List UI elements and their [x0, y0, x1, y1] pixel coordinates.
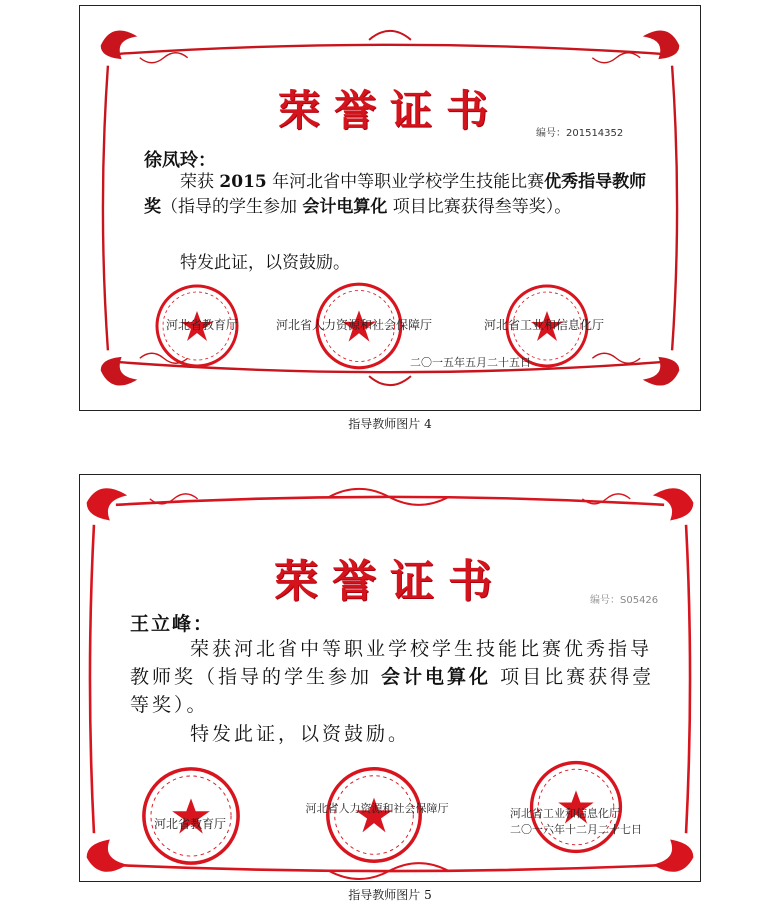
award-text-run: （指导的学生参加 [161, 197, 303, 217]
certificate-serial-number: 编号：S05426 [590, 595, 659, 606]
certificate-serial-number: 编号：201514352 [536, 128, 624, 139]
issuer-education-department: 河北省教育厅 [166, 318, 239, 332]
award-text-run: 年河北省中等职业学校学生技能比赛 [266, 172, 545, 192]
award-text-run: 荣获河北省中等职业学校学生技能比赛优秀指导教师奖（指导的学生参加 [130, 638, 653, 688]
award-text-run: 荣获 [180, 172, 220, 192]
award-text-run: 项目比赛获得壹等奖）。 [130, 666, 655, 716]
closing-text: 特发此证，以资鼓励。 [180, 253, 350, 273]
certificate-title: 荣誉证书 [274, 556, 506, 607]
issue-date: 二〇一六年十二月二十七日 [510, 823, 642, 836]
issuer-education-department: 河北省教育厅 [154, 817, 227, 831]
issuer-industry-department: 河北省工业和信息化厅 [484, 318, 605, 332]
recipient-name: 徐凤玲： [144, 150, 216, 171]
award-text [130, 635, 670, 719]
figure-caption: 指导教师图片 4 [348, 417, 432, 431]
certificate-title: 荣誉证书 [277, 86, 502, 135]
closing-text: 特发此证，以资鼓励。 [190, 723, 411, 745]
recipient-name: 王立峰： [130, 613, 215, 635]
issue-date: 二〇一五年五月二十五日 [410, 356, 531, 369]
certificate-photo-2 [79, 474, 701, 882]
award-text-emphasis: 会计电算化 [381, 666, 492, 688]
issuer-industry-department: 河北省工业和信息化厅 [510, 807, 620, 820]
award-text-emphasis: 会计电算化 [302, 197, 388, 217]
issuer-human-resources-department: 河北省人力资源和社会保障厅 [276, 318, 433, 332]
award-text-run: 项目比赛获得叁等奖）。 [387, 197, 572, 217]
certificate-photo-1 [79, 5, 701, 411]
figure-caption: 指导教师图片 5 [348, 888, 432, 902]
award-text-emphasis: 2015 [219, 172, 267, 192]
award-text-emphasis: 优秀指导教师奖 [144, 172, 647, 217]
award-text [144, 170, 650, 220]
issuer-human-resources-department: 河北省人力资源和社会保障厅 [305, 802, 449, 815]
